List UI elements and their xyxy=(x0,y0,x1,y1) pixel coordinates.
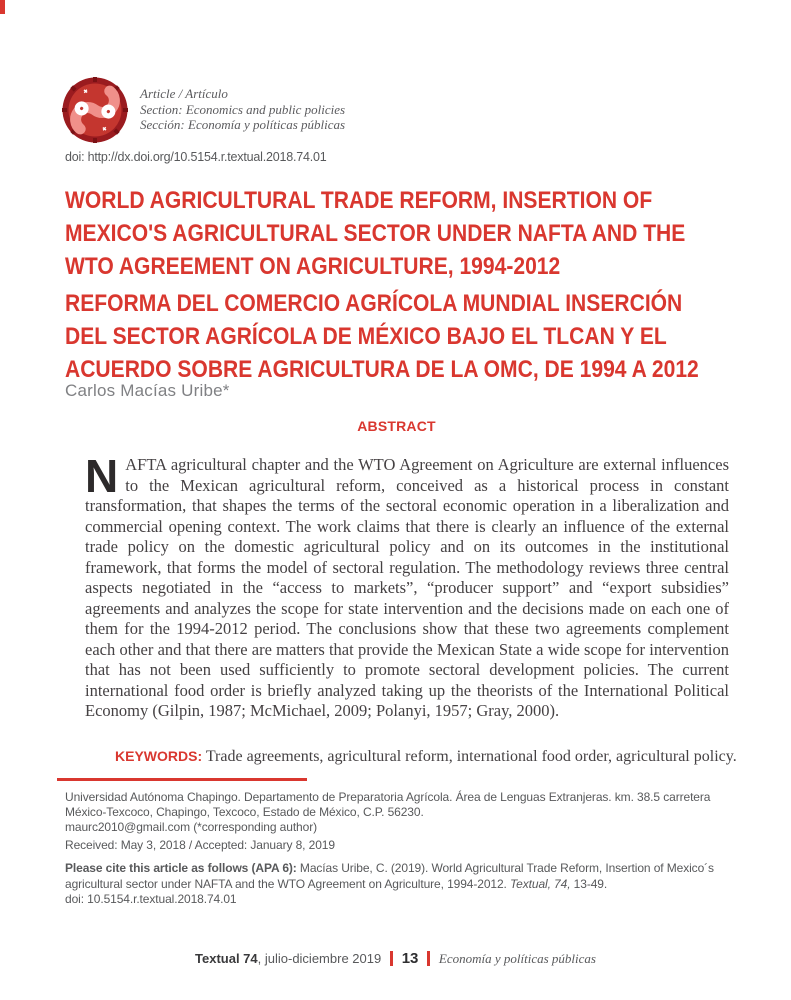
author-name: Carlos Macías Uribe* xyxy=(65,381,230,400)
keywords-line xyxy=(85,748,745,766)
keywords-label: KEYWORDS: xyxy=(115,748,203,764)
corresponding-email: maurc2010@gmail.com (*corresponding author) xyxy=(65,820,318,834)
footnote-divider-rule xyxy=(57,778,307,781)
footer-section-name: Economía y políticas públicas xyxy=(438,950,596,966)
abstract-paragraph xyxy=(85,450,729,722)
section-en-line: Section: Economics and public policies xyxy=(140,101,346,117)
abstract-text: AFTA agricultural chapter and the WTO Agreement on Agriculture are external influences to the Mexican agricultural reform, conceived as a historical process in constant transformation, that shapes the terms of the sectoral economic operation in a liberalization and commercial opening context. The work claims that there is clearly an influence of the external trade policy on the domestic agricultural policy and on its outcomes in the institutional framework, that forms the model of sectoral regulation. The methodology reviews three central aspects negotiated in the “access to markets”, “producer support” and “export subsidies” agreements and analyzes the scope for state intervention and the decisions made on each one of them for the 1994-2012 period. The conclusions show that these two agreements complement each other and that there are matters that provide the Mexican State a wide scope for intervention that has not been used sufficiently to promote sectoral development policies. The current international food order is briefly analyzed taking up the theorists of the International Political Economy (Gilpin, 1987; McMichael, 2009; Polanyi, 1957; Gray, 2000). xyxy=(85,455,729,720)
article-type-line: Article / Artículo xyxy=(140,86,228,101)
citation-journal: Textual, 74, xyxy=(510,876,571,891)
footer-journal-name: Textual 74 xyxy=(195,951,258,966)
abstract-heading: ABSTRACT xyxy=(357,418,436,434)
citation-body: Macías Uribe, C. (2019). World Agricultural Trade Reform, Insertion of Mexico´s agricultural sector under NAFTA and the WTO Agreement on Agriculture, 1994-2012. xyxy=(65,861,714,891)
dropcap-letter: N xyxy=(85,450,119,502)
citation-pages: 13-49. xyxy=(570,876,608,891)
journal-logo-icon xyxy=(62,77,128,143)
doi-link: doi: http://dx.doi.org/10.5154.r.textual.2018.74.01 xyxy=(65,150,327,164)
footer-issue: , julio-diciembre 2019 xyxy=(257,951,382,966)
affiliation-block xyxy=(65,790,725,835)
footer-divider-bar xyxy=(390,951,393,966)
section-es-line: Sección: Economía y políticas públicas xyxy=(140,117,346,132)
citation-label: Please cite this article as follows (APA 6): xyxy=(65,861,297,875)
article-type-section-block xyxy=(140,86,345,133)
received-accepted-line: Received: May 3, 2018 / Accepted: January 8, 2019 xyxy=(65,838,335,852)
page-footer xyxy=(0,950,791,967)
citation-doi: doi: 10.5154.r.textual.2018.74.01 xyxy=(65,892,237,906)
footer-divider-bar xyxy=(427,951,430,966)
title-english: WORLD AGRICULTURAL TRADE REFORM, INSERTION OF MEXICO'S AGRICULTURAL SECTOR UNDER NAFTA AND THE WTO AGREEMENT ON AGRICULTURE, 1994-2012 xyxy=(65,187,686,280)
footer-page-number: 13 xyxy=(401,950,419,967)
keywords-text: Trade agreements, agricultural reform, international food order, agricultural policy. xyxy=(202,748,737,765)
citation-text xyxy=(65,861,725,892)
citation-block xyxy=(65,861,725,908)
affiliation-text: Universidad Autónoma Chapingo. Departamento de Preparatoria Agrícola. Área de Lenguas Extranjeras. km. 38.5 carretera México-Texcoco, Chapingo, Texcoco, Estado de México, C.P. 56230. xyxy=(65,790,711,819)
title-spanish: REFORMA DEL COMERCIO AGRÍCOLA MUNDIAL INSERCIÓN DEL SECTOR AGRÍCOLA DE MÉXICO BAJO EL TLCAN Y EL ACUERDO SOBRE AGRICULTURA DE LA OMC, DE 1994 A 2012 xyxy=(65,290,699,383)
page-corner-mark xyxy=(0,0,5,14)
